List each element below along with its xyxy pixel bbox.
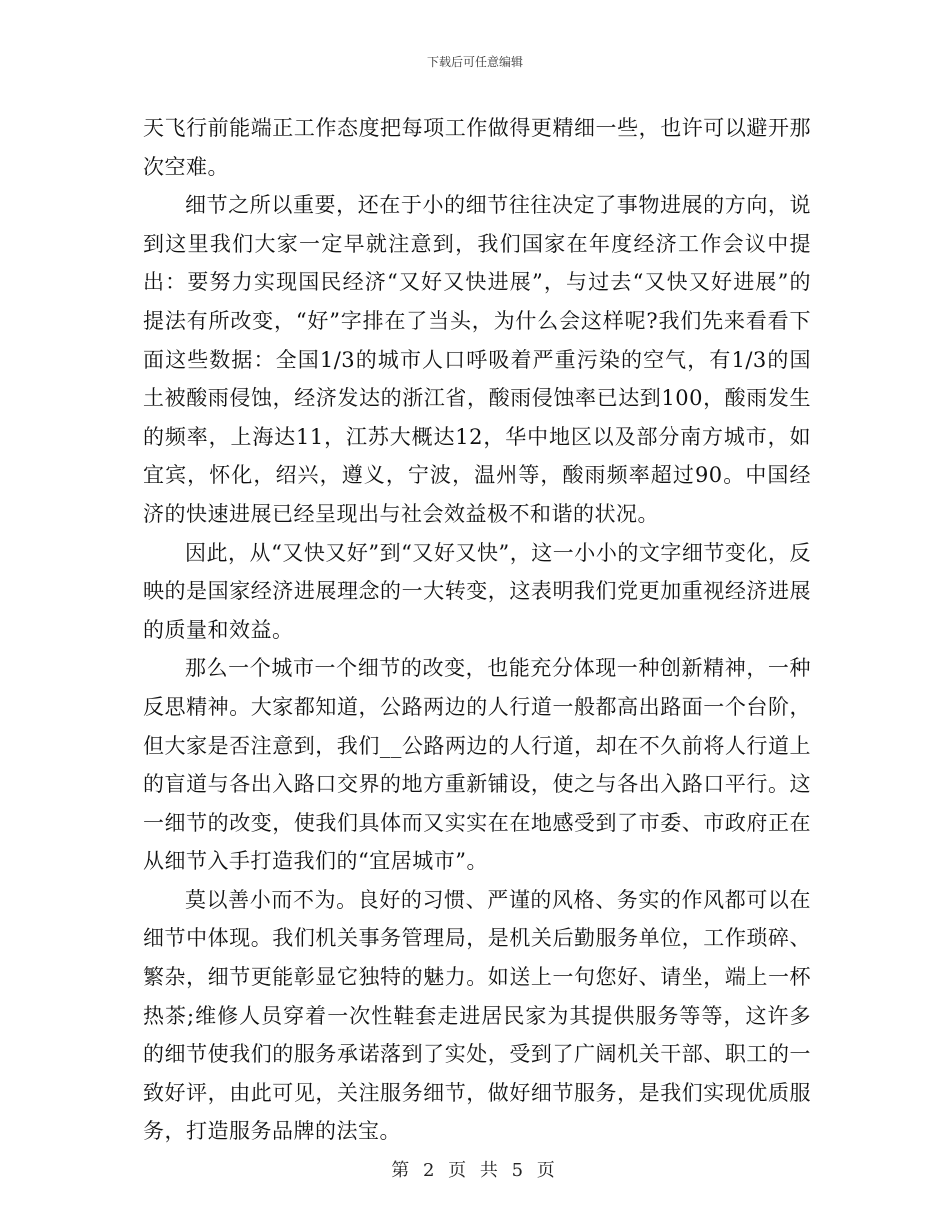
page-number-footer: 第 2 页 共 5 页 [391, 1160, 559, 1181]
paragraph: 细节之所以重要，还在于小的细节往往决定了事物进展的方向，说到这里我们大家一定早就注意到，我们国家在年度经济工作会议中提出：要努力实现国民经济“又好又快进展”，与过去“又快又好进展”的提法有所改变，“好”字排在了当头，为什么会这样呢?我们先来看看下面这些数据：全国1/3的城市人口呼吸着严重污染的空气，有1/3的国土被酸雨侵蚀，经济发达的浙江省，酸雨侵蚀率已达到100，酸雨发生的频率，上海达11，江苏大概达12，华中地区以及部分南方城市，如宜宾，怀化，绍兴，遵义，宁波，温州等，酸雨频率超过90。中国经济的快速进展已经呈现出与社会效益极不和谐的状况。 [143, 193, 811, 526]
paragraph: 那么一个城市一个细节的改变，也能充分体现一种创新精神，一种反思精神。大家都知道，公路两边的人行道一般都高出路面一个台阶，但大家是否注意到，我们__公路两边的人行道，却在不久前将人行道上的盲道与各出入路口交界的地方重新铺设，使之与各出入路口平行。这一细节的改变，使我们具体而又实实在在地感受到了市委、市政府正在从细节入手打造我们的“宜居城市”。 [143, 656, 811, 874]
paragraph: 天飞行前能端正工作态度把每项工作做得更精细一些，也许可以避开那次空难。 [143, 116, 811, 179]
paragraph: 因此，从“又快又好”到“又好又快”，这一小小的文字细节变化，反映的是国家经济进展理念的一大转变，这表明我们党更加重视经济进展的质量和效益。 [143, 540, 811, 642]
document-body [143, 109, 811, 1151]
page-header: 下载后可任意编辑 [426, 55, 523, 69]
paragraph: 莫以善小而不为。良好的习惯、严谨的风格、务实的作风都可以在细节中体现。我们机关事务管理局，是机关后勤服务单位，工作琐碎、繁杂，细节更能彰显它独特的魅力。如送上一句您好、请坐，端上一杯热茶;维修人员穿着一次性鞋套走进居民家为其提供服务等等，这许多的细节使我们的服务承诺落到了实处，受到了广阔机关干部、职工的一致好评，由此可见，关注服务细节，做好细节服务，是我们实现优质服务，打造服务品牌的法宝。 [143, 887, 811, 1144]
